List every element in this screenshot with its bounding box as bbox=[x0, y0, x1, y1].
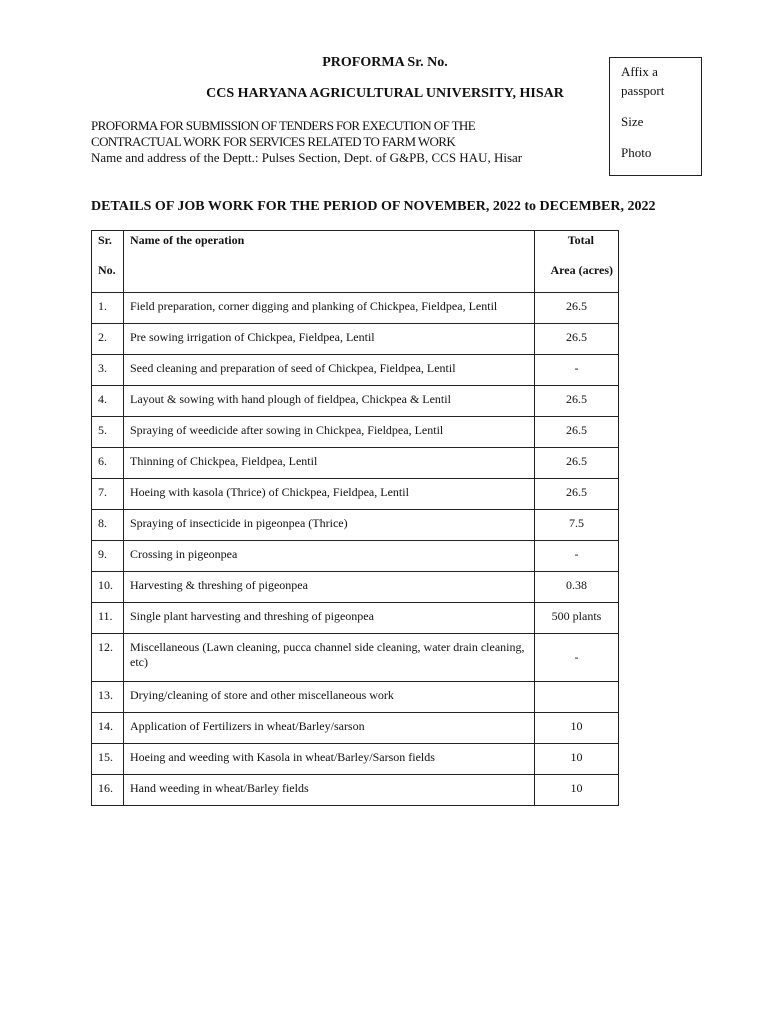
table-row bbox=[92, 775, 619, 806]
sr-cell: 6. bbox=[92, 448, 124, 479]
header-sr-no bbox=[92, 231, 124, 293]
area-cell: 26.5 bbox=[535, 417, 619, 448]
photo-box-line-2: passport bbox=[621, 83, 665, 98]
sr-cell: 5. bbox=[92, 417, 124, 448]
area-cell: 26.5 bbox=[535, 386, 619, 417]
sr-cell: 4. bbox=[92, 386, 124, 417]
passport-photo-box bbox=[609, 57, 702, 176]
photo-box-line-4: Photo bbox=[621, 145, 652, 160]
area-cell: - bbox=[535, 541, 619, 572]
table-row bbox=[92, 479, 619, 510]
sr-cell: 2. bbox=[92, 324, 124, 355]
operation-cell: Harvesting & threshing of pigeonpea bbox=[124, 572, 535, 603]
table-header-row bbox=[92, 231, 619, 293]
area-cell: - bbox=[535, 355, 619, 386]
header-area-label: Area (acres) bbox=[550, 263, 613, 277]
header-sr-line2: No. bbox=[98, 263, 116, 277]
area-cell: 26.5 bbox=[535, 479, 619, 510]
operation-cell: Thinning of Chickpea, Fieldpea, Lentil bbox=[124, 448, 535, 479]
operation-cell: Pre sowing irrigation of Chickpea, Fieldpea, Lentil bbox=[124, 324, 535, 355]
header-operation-name bbox=[124, 231, 535, 293]
table-row bbox=[92, 603, 619, 634]
table-row bbox=[92, 510, 619, 541]
area-cell: 500 plants bbox=[535, 603, 619, 634]
operation-cell: Hoeing and weeding with Kasola in wheat/Barley/Sarson fields bbox=[124, 744, 535, 775]
operation-cell: Spraying of weedicide after sowing in Chickpea, Fieldpea, Lentil bbox=[124, 417, 535, 448]
operation-cell: Hoeing with kasola (Thrice) of Chickpea, Fieldpea, Lentil bbox=[124, 479, 535, 510]
table-row bbox=[92, 324, 619, 355]
table-row bbox=[92, 293, 619, 324]
area-cell: 10 bbox=[535, 744, 619, 775]
table-row bbox=[92, 417, 619, 448]
operation-cell: Crossing in pigeonpea bbox=[124, 541, 535, 572]
area-cell bbox=[535, 682, 619, 713]
table-row bbox=[92, 448, 619, 479]
table-row bbox=[92, 634, 619, 682]
university-name: CCS HARYANA AGRICULTURAL UNIVERSITY, HISAR bbox=[206, 86, 564, 101]
table-row bbox=[92, 713, 619, 744]
sr-cell: 15. bbox=[92, 744, 124, 775]
area-cell: 26.5 bbox=[535, 293, 619, 324]
sr-cell: 10. bbox=[92, 572, 124, 603]
operation-cell: Layout & sowing with hand plough of fieldpea, Chickpea & Lentil bbox=[124, 386, 535, 417]
header-total-area bbox=[535, 231, 619, 293]
operation-cell: Application of Fertilizers in wheat/Barley/sarson bbox=[124, 713, 535, 744]
operation-cell: Hand weeding in wheat/Barley fields bbox=[124, 775, 535, 806]
area-cell: 10 bbox=[535, 713, 619, 744]
table-row bbox=[92, 744, 619, 775]
sr-cell: 16. bbox=[92, 775, 124, 806]
operation-cell: Single plant harvesting and threshing of pigeonpea bbox=[124, 603, 535, 634]
department-address: Name and address of the Deptt.: Pulses Section, Dept. of G&PB, CCS HAU, Hisar bbox=[91, 150, 523, 165]
area-cell: 7.5 bbox=[535, 510, 619, 541]
area-cell: 10 bbox=[535, 775, 619, 806]
area-cell: - bbox=[535, 634, 619, 682]
header-name-label: Name of the operation bbox=[130, 233, 245, 247]
sr-cell: 14. bbox=[92, 713, 124, 744]
sr-cell: 3. bbox=[92, 355, 124, 386]
sr-cell: 12. bbox=[92, 634, 124, 682]
header-sr-line1: Sr. bbox=[98, 233, 112, 247]
header-total-label: Total bbox=[567, 233, 594, 247]
table-row bbox=[92, 386, 619, 417]
job-work-details-title: DETAILS OF JOB WORK FOR THE PERIOD OF NOVEMBER, 2022 to DECEMBER, 2022 bbox=[91, 199, 656, 214]
operation-cell: Miscellaneous (Lawn cleaning, pucca channel side cleaning, water drain cleaning, etc) bbox=[124, 634, 535, 682]
job-work-table bbox=[91, 230, 619, 806]
area-cell: 0.38 bbox=[535, 572, 619, 603]
area-cell: 26.5 bbox=[535, 448, 619, 479]
operation-cell: Spraying of insecticide in pigeonpea (Thrice) bbox=[124, 510, 535, 541]
proforma-serial-heading: PROFORMA Sr. No. bbox=[322, 55, 448, 70]
sr-cell: 7. bbox=[92, 479, 124, 510]
sr-cell: 11. bbox=[92, 603, 124, 634]
area-cell: 26.5 bbox=[535, 324, 619, 355]
proforma-subtitle-line-2: CONTRACTUAL WORK FOR SERVICES RELATED TO FARM WORK bbox=[91, 134, 456, 149]
operation-cell: Seed cleaning and preparation of seed of Chickpea, Fieldpea, Lentil bbox=[124, 355, 535, 386]
photo-box-line-1: Affix a bbox=[621, 64, 658, 79]
sr-cell: 8. bbox=[92, 510, 124, 541]
sr-cell: 13. bbox=[92, 682, 124, 713]
table-row bbox=[92, 572, 619, 603]
operation-cell: Drying/cleaning of store and other miscellaneous work bbox=[124, 682, 535, 713]
photo-box-line-3: Size bbox=[621, 114, 644, 129]
operation-cell: Field preparation, corner digging and planking of Chickpea, Fieldpea, Lentil bbox=[124, 293, 535, 324]
sr-cell: 9. bbox=[92, 541, 124, 572]
table-row bbox=[92, 682, 619, 713]
sr-cell: 1. bbox=[92, 293, 124, 324]
table-row bbox=[92, 355, 619, 386]
proforma-subtitle-line-1: PROFORMA FOR SUBMISSION OF TENDERS FOR EXECUTION OF THE bbox=[91, 118, 476, 133]
table-row bbox=[92, 541, 619, 572]
